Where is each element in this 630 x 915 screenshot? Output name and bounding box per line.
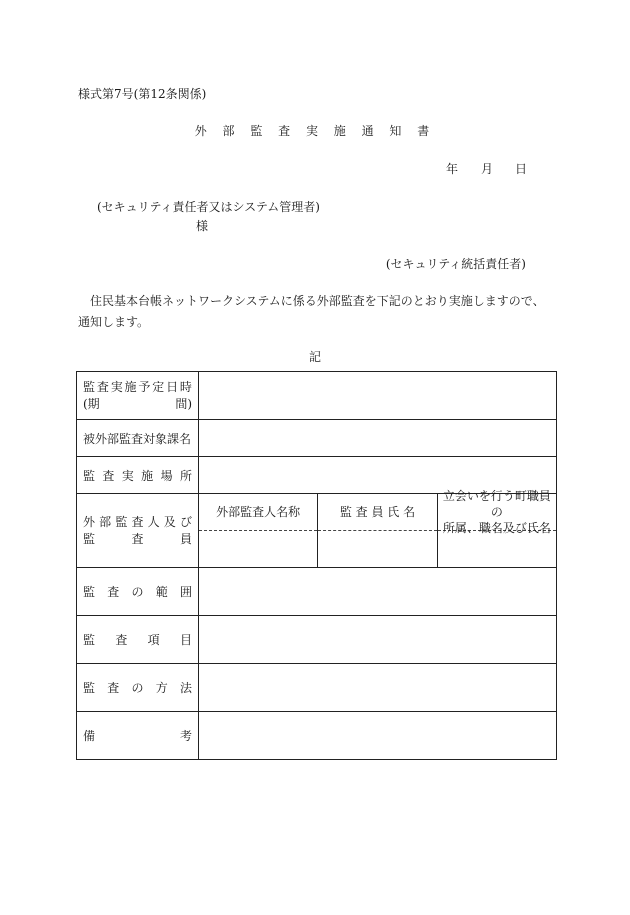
auditor-name-header: 外部監査人名称: [199, 494, 317, 531]
date-year-label: 年: [446, 162, 459, 176]
schedule-label-line2: (期 間): [83, 396, 192, 411]
form-number: 様式第7号(第12条関係): [78, 87, 207, 101]
witness-staff-column: [438, 489, 556, 567]
row-auditors: [77, 494, 557, 568]
row-remarks: [77, 712, 557, 760]
inspector-name-column: [318, 494, 437, 567]
items-label: 監 査 項 目: [77, 616, 199, 664]
addressee: (セキュリティ責任者又はシステム管理者): [97, 200, 320, 214]
remarks-value[interactable]: [199, 712, 557, 760]
auditor-name-column: [199, 494, 318, 567]
schedule-label-line1: 監 査 実 施 予 定 日 時: [83, 379, 192, 394]
row-target-division: [77, 420, 557, 457]
auditors-label-line1: 外 部 監 査 人 及 び: [83, 514, 192, 529]
auditor-name-value[interactable]: [199, 531, 317, 567]
auditors-label: [77, 494, 199, 568]
target-division-value[interactable]: [199, 420, 557, 457]
date-month-label: 月: [481, 162, 494, 176]
row-schedule: [77, 372, 557, 420]
scope-value[interactable]: [199, 568, 557, 616]
honorific: 様: [196, 219, 209, 233]
target-division-label: 被外部監査対象課名: [77, 420, 199, 457]
row-scope: [77, 568, 557, 616]
remarks-label: 備 考: [77, 712, 199, 760]
body-text: 住民基本台帳ネットワークシステムに係る外部監査を下記のとおり実施しますので、通知します。: [78, 294, 545, 329]
row-method: [77, 664, 557, 712]
items-value[interactable]: [199, 616, 557, 664]
witness-staff-header: 立会いを行う町職員の 所属、職名及び氏名: [438, 494, 556, 531]
document-title: 外 部 監 査 実 施 通 知 書: [194, 124, 436, 138]
location-label: 監 査 実 施 場 所: [77, 457, 199, 494]
schedule-value[interactable]: [199, 372, 557, 420]
audit-notice-table: [76, 371, 557, 760]
scope-label: 監 査 の 範 囲: [77, 568, 199, 616]
method-label: 監 査 の 方 法: [77, 664, 199, 712]
method-value[interactable]: [199, 664, 557, 712]
date-day-label: 日: [515, 162, 528, 176]
auditors-label-line2: 監 査 員: [83, 531, 192, 546]
row-items: [77, 616, 557, 664]
inspector-name-header: 監 査 員 氏 名: [318, 494, 436, 531]
ki-heading: 記: [308, 350, 321, 364]
auditors-subtable: [199, 489, 557, 568]
sender: (セキュリティ統括責任者): [385, 257, 526, 271]
inspector-name-value[interactable]: [318, 531, 436, 567]
witness-staff-value[interactable]: [438, 531, 556, 567]
schedule-label: [77, 372, 199, 420]
